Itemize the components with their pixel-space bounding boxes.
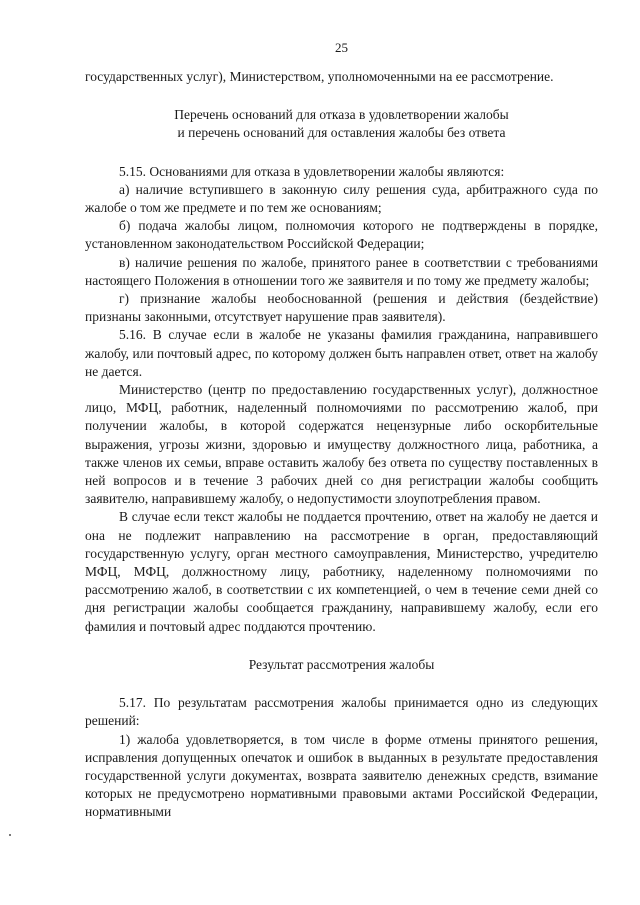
paragraph-5-17-1: 1) жалоба удовлетворяется, в том числе в форме отмены принятого решения, исправления допущенных опечаток и ошибок в выданных в результате предоставления государственной услуги документах, возврата заявителю денежных средств, взимание которых не предусмотрено нормативными правовыми актами Российской Федерации, нормативными (85, 731, 598, 820)
paragraph-5-17: 5.17. По результатам рассмотрения жалобы принимается одно из следующих решений: (85, 695, 598, 729)
paragraph-continuation: государственных услуг), Министерством, уполномоченными на ее рассмотрение. (85, 69, 554, 84)
paragraph-5-15-c: в) наличие решения по жалобе, принятого ранее в соответствии с требованиями настоящего Положения в отношении того же заявителя и по тому же предмету жалобы; (85, 254, 598, 288)
section-heading-result: Результат рассмотрения жалобы (248, 656, 435, 672)
paragraph-5-16: 5.16. В случае если в жалобе не указаны фамилия гражданина, направившего жалобу, или почтовый адрес, по которому должен быть направлен ответ, ответ на жалобу не дается. (85, 327, 598, 379)
paragraph-unreadable: В случае если текст жалобы не поддается прочтению, ответ на жалобу не дается и она не подлежит направлению на рассмотрение в орган, предоставляющий государственную услугу, орган местного самоуправления, Министерство, учредителю МФЦ, МФЦ, должностному лицу, работнику, наделенному полномочиями по рассмотрению жалоб, в соответствии с их компетенцией, о чем в течение семи дней со дня регистрации жалобы сообщается гражданину, направившему жалобу, если его фамилия и почтовый адрес поддаются прочтению. (85, 509, 598, 634)
paragraph-5-15-d: г) признание жалобы необоснованной (решения и действия (бездействие) признаны законными, отсутствует нарушение прав заявителя). (85, 291, 598, 325)
paragraph-5-15-a: а) наличие вступившего в законную силу решения суда, арбитражного суда по жалобе о том же предмете и по тем же основаниям; (85, 181, 598, 216)
spacer (85, 674, 598, 694)
spacer (85, 636, 598, 656)
section-heading-refusal-line2: и перечень оснований для оставления жалобы без ответа (177, 125, 506, 141)
section-heading-refusal-line1: Перечень оснований для отказа в удовлетворении жалобы (174, 107, 509, 123)
page-number: 25 (335, 40, 348, 55)
document-body (85, 68, 598, 822)
scan-dot (9, 834, 11, 836)
spacer (85, 86, 598, 106)
paragraph-5-15: 5.15. Основаниями для отказа в удовлетворении жалобы являются: (119, 163, 505, 179)
paragraph-ministry: Министерство (центр по предоставлению государственных услуг), должностное лицо, МФЦ, работник, наделенный полномочиями по рассмотрению жалоб, при получении жалобы, в которой содержатся нецензурные либо оскорбительные выражения, угрозы жизни, здоровью и имуществу должностного лица, работника, а также членов их семьи, вправе оставить жалобу без ответа по существу поставленных в ней вопросов и в течение 3 рабочих дней со дня регистрации жалобы сообщить заявителю, направившему жалобу, о недопустимости злоупотребления правом. (85, 382, 598, 507)
spacer (85, 143, 598, 163)
document-page (85, 0, 598, 905)
paragraph-5-15-b: б) подача жалобы лицом, полномочия которого не подтверждены в порядке, установленном законодательством Российской Федерации; (85, 218, 598, 252)
